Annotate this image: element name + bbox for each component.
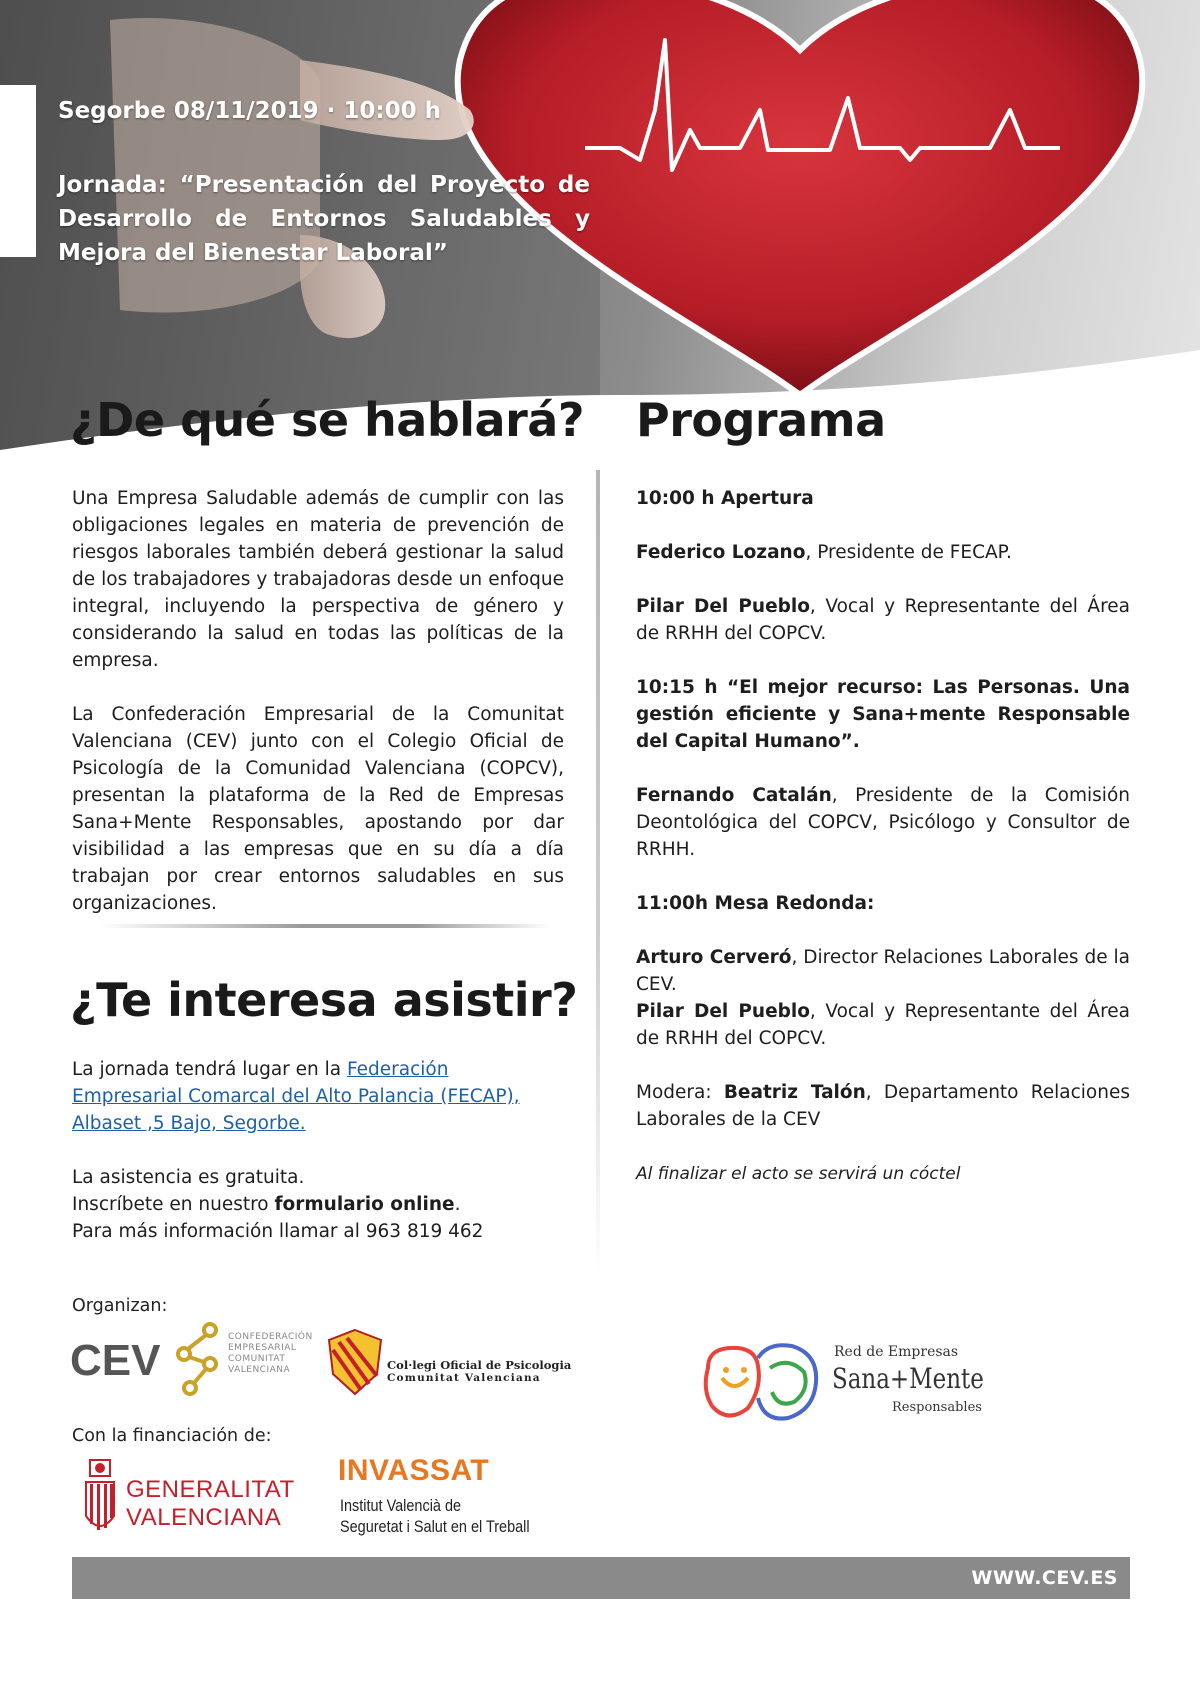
attend-heading: ¿Te interesa asistir?: [70, 973, 578, 1027]
invassat-logo: INVASSAT Institut Valencià de Seguretat i Salut en el Treball: [338, 1454, 530, 1536]
program-speaker-2: Pilar Del Pueblo, Vocal y Representante del Área de RRHH del COPCV.: [636, 596, 1131, 644]
program-speaker-5: Pilar Del Pueblo, Vocal y Representante del Área de RRHH del COPCV.: [636, 1001, 1131, 1049]
copcv-logo: Col·legi Oficial de Psicologia Comunitat Valenciana: [325, 1328, 545, 1398]
attend-free: La asistencia es gratuita.: [72, 1167, 305, 1188]
organizers-label: Organizan:: [72, 1296, 168, 1316]
sana-mente-logo: Red de Empresas Sana+Mente Responsables: [698, 1334, 998, 1428]
about-heading: ¿De qué se hablará?: [70, 393, 584, 447]
program-opening: 10:00 h Apertura: [636, 488, 814, 509]
venue-link[interactable]: Federación Empresarial Comarcal del Alto Palancia (FECAP), Albaset ,5 Bajo, Segorbe.: [72, 1059, 520, 1134]
event-date: Segorbe 08/11/2019 · 10:00 h: [58, 98, 442, 124]
section-divider: [100, 924, 550, 928]
event-title: Jornada: “Presentación del Proyecto de Desarrollo de Entornos Saludables y Mejora del Bienestar Laboral”: [58, 172, 590, 266]
funding-label: Con la financiación de:: [72, 1426, 272, 1446]
program-talk: 10:15 h “El mejor recurso: Las Personas. Una gestión eficiente y Sana+mente Responsable del Capital Humano”.: [636, 677, 1130, 752]
attend-info: Para más información llamar al 963 819 462: [72, 1221, 484, 1242]
column-divider: [596, 470, 600, 1275]
hero-side-stripe: [0, 85, 36, 257]
program-closing: Al finalizar el acto se servirá un cóctel: [636, 1164, 961, 1184]
about-paragraph-2: La Confederación Empresarial de la Comunitat Valenciana (CEV) junto con el Colegio Oficial de Psicología de la Comunidad Valenciana (COPCV), presentan la plataforma de la Red de Empresas Sana+Mente Responsables, apostando por dar visibilidad a las empresas que en su día a día trabajan por crear entornos saludables en sus organizaciones.: [72, 704, 564, 914]
cev-logo: CEV CONFEDERACIÓN EMPRESARIAL COMUNITAT VALENCIANA: [70, 1318, 330, 1398]
program-moderator: Modera: Beatriz Talón, Departamento Relaciones Laborales de la CEV: [636, 1082, 1130, 1130]
signup-form-link[interactable]: formulario online: [274, 1194, 455, 1215]
about-paragraph-1: Una Empresa Saludable además de cumplir con las obligaciones legales en materia de prevención de riesgos laborales también deberá gestionar la salud de los trabajadores y trabajadoras desde un enfoque integral, incluyendo la perspectiva de género y considerando la salud en todas las políticas de la empresa.: [72, 488, 564, 671]
program-roundtable: 11:00h Mesa Redonda:: [636, 893, 875, 914]
program-speaker-3: Fernando Catalán, Presidente de la Comisión Deontológica del COPCV, Psicólogo y Consultor de RRHH.: [636, 785, 1130, 860]
generalitat-crest-icon: [82, 1456, 118, 1540]
generalitat-logo: GENERALITAT VALENCIANA: [82, 1456, 292, 1540]
attend-signup: Inscríbete en nuestro formulario online.: [72, 1194, 461, 1215]
sana-mente-puzzle-icon: [698, 1338, 826, 1426]
cev-subtitle: CONFEDERACIÓN EMPRESARIAL COMUNITAT VALENCIANA: [228, 1332, 313, 1375]
website-link[interactable]: WWW.CEV.ES: [971, 1567, 1118, 1589]
program-speaker-4: Arturo Cerveró, Director Relaciones Laborales de la CEV.: [636, 947, 1130, 995]
attend-location: La jornada tendrá lugar en la Federación Empresarial Comarcal del Alto Palancia (FECAP), Albaset ,5 Bajo, Segorbe.: [72, 1059, 520, 1134]
program-heading: Programa: [636, 393, 886, 447]
footer-bar: [72, 1557, 1130, 1599]
copcv-shield-icon: [325, 1328, 385, 1396]
program-speaker-1: Federico Lozano, Presidente de FECAP.: [636, 542, 1012, 563]
